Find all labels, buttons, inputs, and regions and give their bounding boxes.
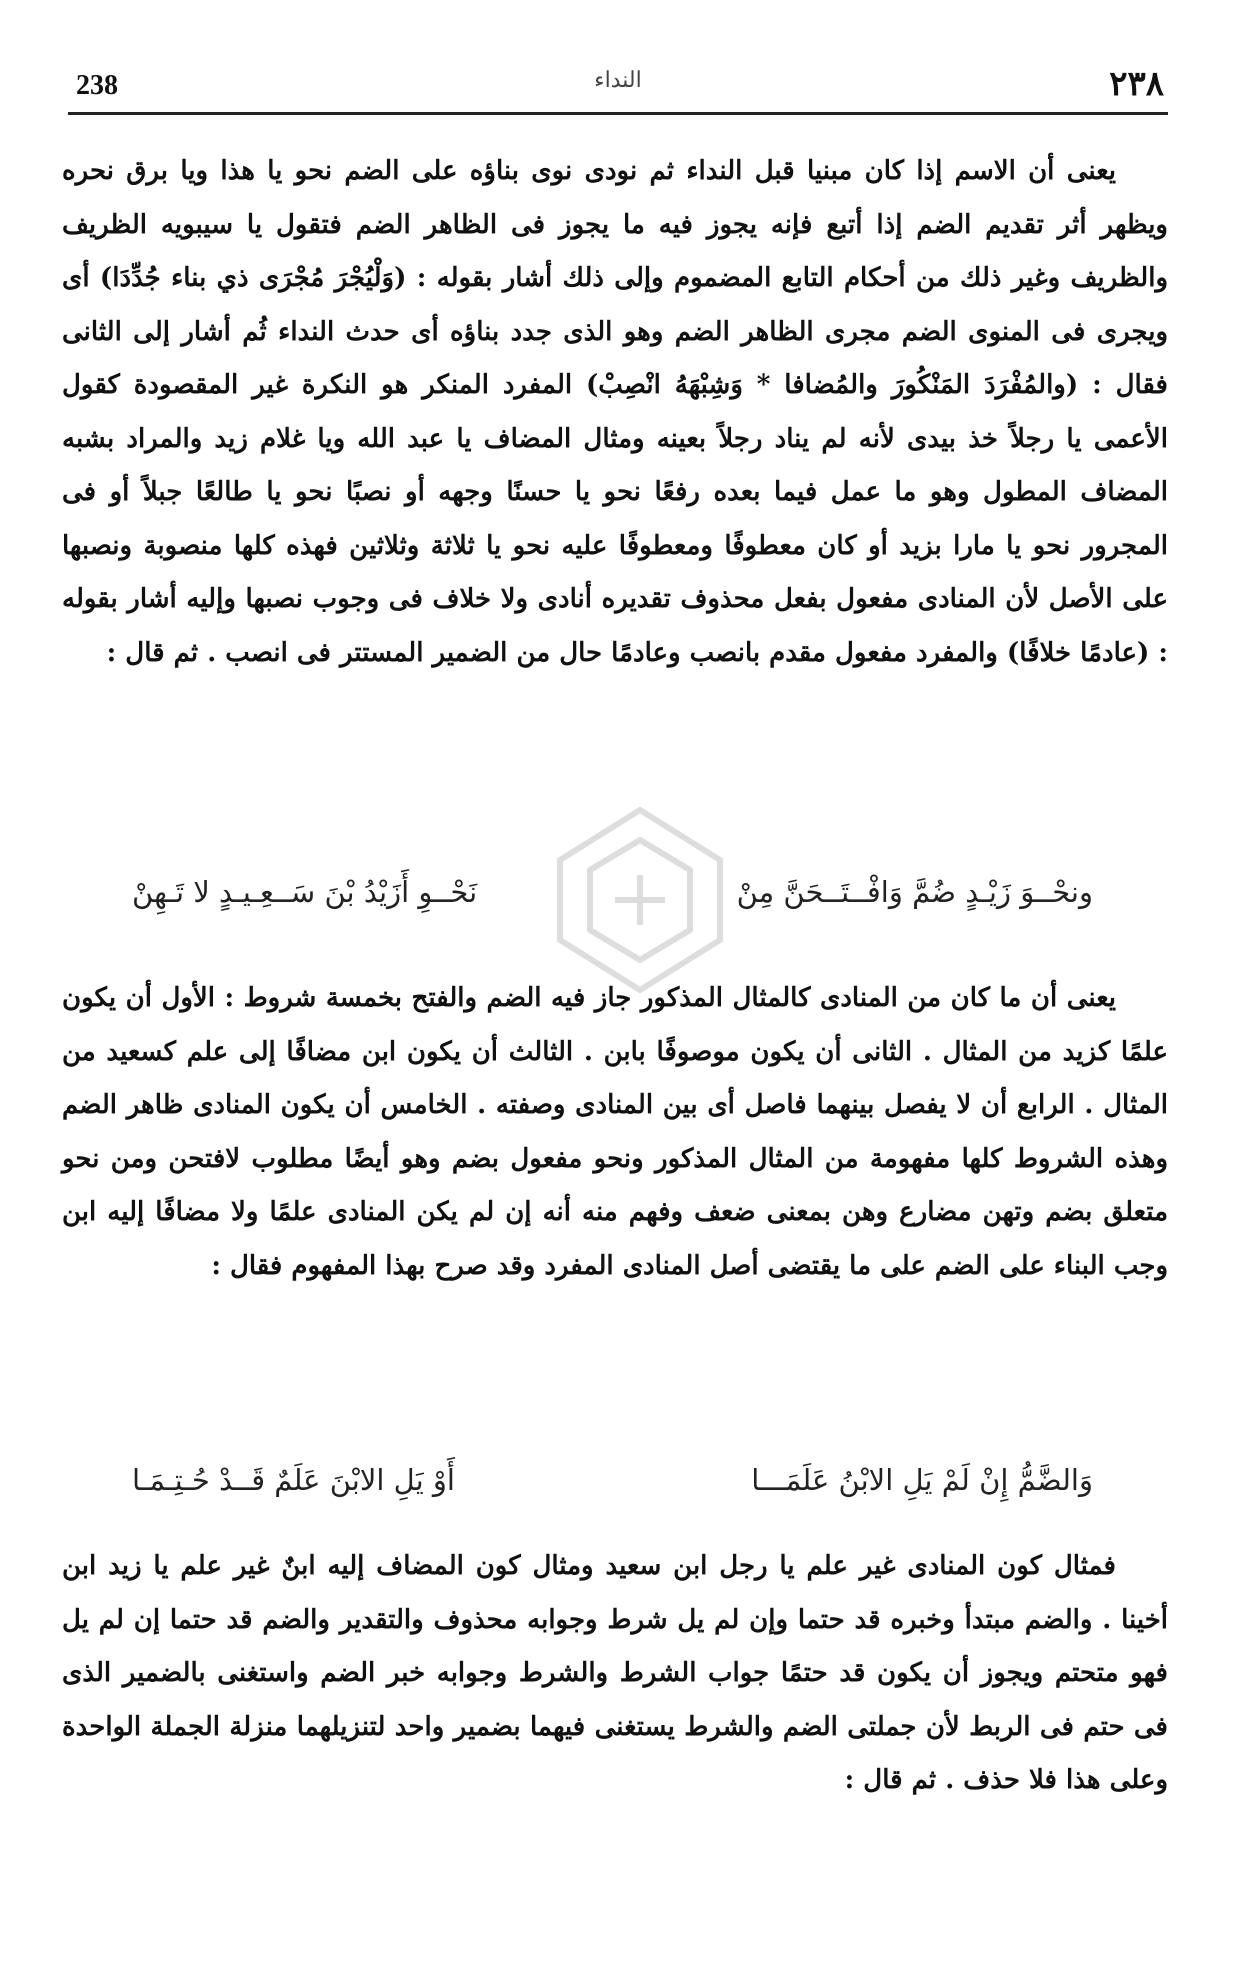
paragraph-3-text: فمثال كون المنادى غير علم يا رجل ابن سعيد ومثال كون المضاف إليه ابنٌ غير علم يا زيد ابن أخينا . والضم مبتدأ وخبره قد حتما وإن لم يل شرط وجوابه محذوف والتقدير والضم قد حتما إن لم يل فهو متحتم ويجوز أن يكون قد حتمًا جواب الشرط والشرط وجوابه خبر الضم واستغنى بالضمير الذى فى حتم فى الربط لأن جملتى الضم والشرط يستغنى فيهما بضمير واحد لتنزيلهما منزلة الجملة الواحدة وعلى هذا فلا حذف . ثم قال : bbox=[62, 1551, 1169, 1795]
verse-2 bbox=[62, 1463, 1168, 1497]
running-title: النداء bbox=[594, 68, 642, 93]
page-header bbox=[68, 62, 1168, 115]
verse-2-second-hemistich: أَوْ يَلِ الابْنَ عَلَمٌ قَــدْ حُـتِـمَـا bbox=[132, 1463, 455, 1497]
verse-1-second-hemistich: نَحْــوِ أَزَيْدُ بْنَ سَــعِـيـدٍ لا تَـهِنْ bbox=[132, 875, 478, 909]
verse-1-first-hemistich: ونحْــوَ زَيْـدٍ ضُمَّ وَافْــتَــحَنَّ مِنْ bbox=[736, 875, 1093, 909]
page-number-arabic: ٢٣٨ bbox=[1109, 64, 1164, 104]
page-number-latin: 238 bbox=[76, 70, 118, 101]
paragraph-1-text: يعنى أن الاسم إذا كان مبنيا قبل النداء ثم نودى نوى بناؤه على الضم نحو يا هذا ويا برق نحره ويظهر أثر تقديم الضم إذا أتبع فإنه يجوز فيه ما يجوز فى الظاهر الضم فتقول يا سيبويه الظريف والظريف وغير ذلك من أحكام التابع المضموم وإلى ذلك أشار بقوله : (وَلْيُجْرَ مُجْرَى ذي بناء جُدِّدَا) أى ويجرى فى المنوى الضم مجرى الظاهر الضم وهو الذى جدد بناؤه أى حدث النداء ثُم أشار إلى الثانى فقال : (والمُفْرَدَ المَنْكُورَ والمُضافا * وَشِبْهَهُ انْصِبْ) المفرد المنكر هو النكرة غير المقصودة كقول الأعمى يا رجلاً خذ بيدى لأنه لم يناد رجلاً بعينه ومثال المضاف يا عبد الله ويا غلام زيد والمراد بشبه المضاف المطول وهو ما عمل فيما بعده رفعًا نحو يا حسنًا وجهه أو نصبًا نحو يا طالعًا جبلاً أو فى المجرور نحو يا مارا بزيد أو كان معطوفًا ومعطوفًا عليه نحو يا ثلاثة وثلاثين فهذه كلها منصوبة ونصبها على الأصل لأن المنادى مفعول بفعل محذوف تقديره أنادى ولا خلاف فى وجوب نصبها وإليه أشار بقوله : (عادمًا خلافًا) والمفرد مفعول مقدم بانصب وعادمًا حال من الضمير المستتر فى انصب . ثم قال : bbox=[62, 156, 1168, 668]
paragraph-2-text: يعنى أن ما كان من المنادى كالمثال المذكور جاز فيه الضم والفتح بخمسة شروط : الأول أن يكون علمًا كزيد من المثال . الثانى أن يكون موصوفًا بابن . الثالث أن يكون ابن مضافًا إلى علم كسعيد من المثال . الرابع أن لا يفصل بينهما فاصل أى بين المنادى وصفته . الخامس أن يكون المنادى ظاهر الضم وهذه الشروط كلها مفهومة من المثال المذكور ونحو مفعول بضم وهو أيضًا مطلوب لافتحن ومن نحو متعلق بضم وتهن مضارع وهن بمعنى ضعف وفهم منه أنه إن لم يكن المنادى علمًا ولا مضافًا إليه ابن وجب البناء على الضم على ما يقتضى أصل المنادى المفرد وقد صرح بهذا المفهوم فقال : bbox=[62, 983, 1168, 1281]
paragraph-3 bbox=[62, 1540, 1168, 1808]
verse-2-first-hemistich: وَالضَّمُّ إِنْ لَمْ يَلِ الابْنُ عَلَمَـــا bbox=[751, 1463, 1093, 1497]
paragraph-1 bbox=[62, 145, 1168, 895]
paragraph-2 bbox=[62, 972, 1168, 1293]
library-stamp-icon bbox=[520, 800, 760, 1000]
page-body bbox=[62, 145, 1169, 1795]
